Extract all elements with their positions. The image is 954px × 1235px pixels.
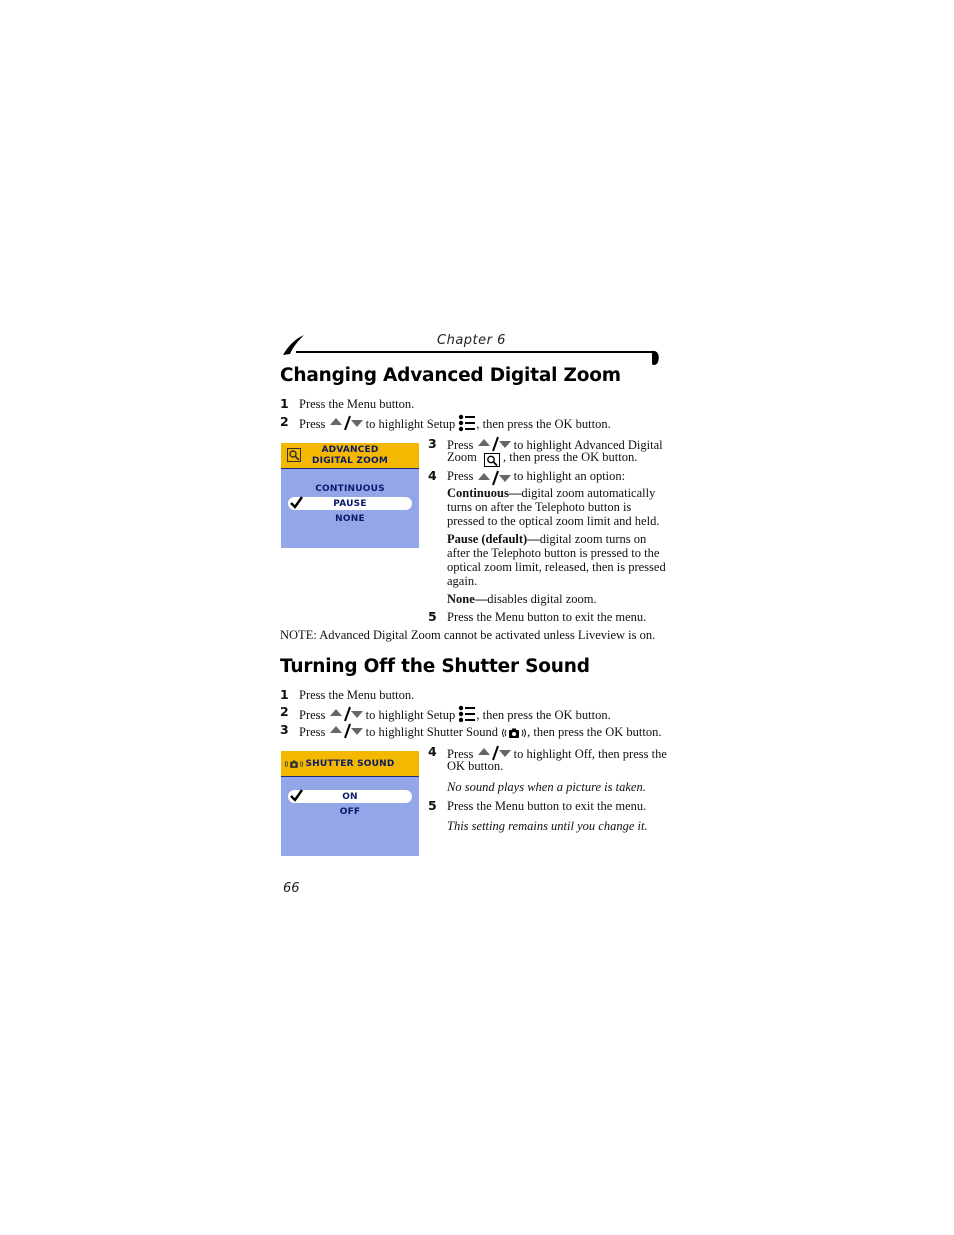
- option-pause-description: Pause (default)—digital zoom turns on after the Telephoto button is pressed to the optical zoom limit, released, then is pressed again.: [447, 532, 666, 588]
- step-text: Press the Menu button.: [299, 688, 415, 702]
- lcd-header: SHUTTER SOUND: [281, 751, 419, 776]
- lcd-advanced-digital-zoom-menu: [281, 443, 419, 548]
- page-number: 66: [283, 881, 300, 896]
- up-down-arrows-icon: [329, 723, 363, 739]
- step-text: Press the Menu button.: [299, 397, 415, 411]
- step-text: Press to highlight Shutter Sound , then press the OK button.: [299, 725, 662, 739]
- step-number: 2: [280, 414, 289, 429]
- step-number: 1: [280, 396, 289, 411]
- lcd-option-pause: PAUSE: [333, 499, 367, 509]
- step-text: Press the Menu button to exit the menu.: [447, 610, 647, 624]
- section-title-digital-zoom: Changing Advanced Digital Zoom: [280, 365, 621, 386]
- up-down-arrows-icon: [477, 470, 511, 486]
- step-number: 4: [428, 468, 437, 483]
- lcd-option-continuous: CONTINUOUS: [315, 484, 385, 494]
- shutter-sound-camera-icon: [284, 759, 304, 769]
- chapter-label: Chapter 6: [437, 333, 506, 348]
- lcd-option-on: ON: [342, 792, 358, 802]
- step-number: 4: [428, 744, 437, 759]
- step-text: Press the Menu button to exit the menu.: [447, 799, 647, 813]
- step-number: 5: [428, 798, 437, 813]
- step-text: Press to highlight Off, then press the: [447, 747, 667, 761]
- step-number: 3: [428, 436, 437, 451]
- step-text: Press to highlight Advanced Digital: [447, 438, 663, 452]
- section-title-shutter-sound: Turning Off the Shutter Sound: [280, 656, 590, 677]
- advanced-zoom-icon: [484, 451, 500, 467]
- lcd-header: ADVANCED DIGITAL ZOOM: [281, 443, 419, 468]
- step-text: Press to highlight Setup , then press the OK button.: [299, 705, 611, 723]
- option-none-description: None—disables digital zoom.: [447, 592, 597, 606]
- lcd-option-off: OFF: [339, 807, 361, 817]
- step-number: 5: [428, 609, 437, 624]
- lcd-option-none: NONE: [335, 514, 365, 524]
- up-down-arrows-icon: [329, 415, 363, 431]
- step-text: Press to highlight an option:: [447, 469, 625, 486]
- step-text: OK button.: [447, 759, 504, 773]
- zoom-magnifier-icon: [287, 448, 301, 462]
- step-number: 2: [280, 704, 289, 719]
- shutter-sound-camera-icon: [501, 727, 527, 739]
- up-down-arrows-icon: [329, 706, 363, 722]
- step-number: 1: [280, 687, 289, 702]
- note-text: NOTE: Advanced Digital Zoom cannot be activated unless Liveview is on.: [280, 628, 656, 642]
- step-text: Zoom , then press the OK button.: [447, 450, 637, 467]
- setup-list-icon: [458, 414, 476, 432]
- lcd-shutter-sound-menu: [281, 751, 419, 856]
- chapter-header-end-mark: [650, 350, 660, 366]
- step-text: Press to highlight Setup , then press the OK button.: [299, 414, 611, 432]
- option-continuous-description: Continuous—digital zoom automatically turns on after the Telephoto button is pressed to the optical zoom limit and held.: [447, 486, 660, 528]
- step-number: 3: [280, 722, 289, 737]
- setup-list-icon: [458, 705, 476, 723]
- chapter-header-rule: [296, 351, 654, 353]
- step-result: No sound plays when a picture is taken.: [447, 780, 646, 794]
- step-result: This setting remains until you change it.: [447, 819, 648, 833]
